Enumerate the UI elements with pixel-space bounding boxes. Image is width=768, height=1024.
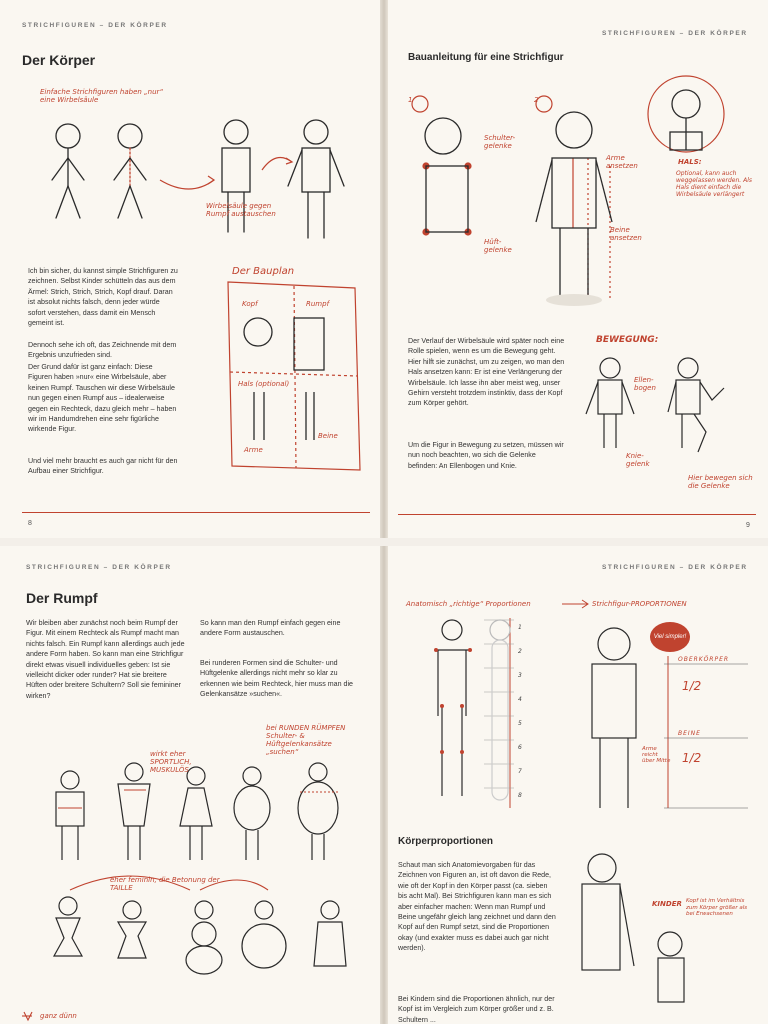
step-1-label: 1 (408, 96, 413, 104)
note-gelenke: Hier bewegen sich die Gelenke (688, 474, 753, 490)
illustration-rumpf-shapes (0, 546, 380, 1024)
footer-rule (398, 514, 756, 515)
note-anatomie: Anatomisch „richtige“ Proportionen (406, 600, 531, 608)
note-strichfigur-proportionen: Strichfigur-PROPORTIONEN (592, 600, 687, 608)
paragraph-2: Dennoch sehe ich oft, das Zeichnende mit dem Ergebnis unzufrieden sind. (28, 341, 177, 360)
page-title: Bauanleitung für eine Strichfigur (408, 52, 564, 63)
ruler-number: 5 (518, 720, 522, 727)
running-head: STRICHFIGUREN – DER KÖRPER (26, 564, 172, 571)
ruler-number: 3 (518, 672, 522, 679)
paragraph-1: Ich bin sicher, du kannst simple Strichfiguren zu zeichnen. Selbst Kinder schütteln das aus dem Ärmel: Strich, Strich, Strich, Kopf drauf. Daran ist absolut nichts falsch, denn jeder würde sofort verstehen, dass damit ein Mensch gemeint ist. (28, 267, 178, 328)
bewegung-title: BEWEGUNG: (596, 335, 659, 345)
note-sportlich: wirkt eher SPORTLICH, MUSKULÖS (150, 750, 192, 774)
footer-note: ganz dünn (40, 1012, 77, 1020)
note-hueftgelenke: Hüft-gelenke (484, 238, 512, 254)
ruler-number: 8 (518, 792, 522, 799)
note-ellenbogen: Ellen-bogen (634, 376, 656, 392)
column-2b: Bei runderen Formen sind die Schulter- und Hüftgelenke allerdings nicht mehr so klar zu erkennen wie beim Rechteck, hier muss man die Gelenkansätze »suchen«. (200, 659, 353, 699)
page-der-koerper (0, 0, 380, 538)
running-head: STRICHFIGUREN – DER KÖRPER (602, 564, 748, 571)
note-hals: Optional, kann auch weggelassen werden. Als Hals dient einfach die Wirbelsäule verlängert (676, 170, 752, 198)
note-arme-mitte: Arme reicht über Mitte (642, 746, 671, 764)
ruler-number: 4 (518, 696, 522, 703)
bauplan-hals: Hals (optional) (238, 380, 290, 388)
book-gutter-bottom (380, 546, 388, 1024)
paragraph-1: Schaut man sich Anatomievorgaben für das Zeichnen von Figuren an, ist oft davon die Rede, wie oft der Kopf in den Körper passt (ca. sieben bis acht Mal). Bei Strichfiguren kann man es sich aber einfacher machen: Wenn man Rumpf und Beine ungefähr gleich lang zeichnet und dann den Kopf auf den Rumpf setzt, sind die Proportionen okay (und exakter muss es dabei auch gar nicht werden). (398, 861, 556, 953)
section-title: Körperproportionen (398, 836, 493, 847)
note-wirbelsaeule: Einfache Strichfiguren haben „nur“ eine Wirbelsäule (40, 88, 164, 104)
step-2-label: 2 (534, 96, 539, 104)
ruler-number: 1 (518, 624, 522, 631)
ruler-number: 7 (518, 768, 522, 775)
page-number: 8 (28, 520, 32, 527)
running-head: STRICHFIGUREN – DER KÖRPER (22, 22, 168, 29)
kinder-note: Kopf ist im Verhältnis zum Körper größer als bei Erwachsenen (686, 898, 748, 917)
page-proportionen (388, 546, 768, 1024)
paragraph-3: Der Grund dafür ist ganz einfach: Diese Figuren haben »nur« eine Wirbelsäule, aber keinen Rumpf. Tauschen wir diese Wirbelsäule nun gegen einen Rumpf aus – idealerweise gegen ein Rechteck, dazu gleich mehr – haben wir im Handumdrehen eine sehr figürliche wirkende Figur. (28, 363, 177, 434)
note-tauschen: Wirbelsäule gegen Rumpf austauschen (206, 202, 276, 218)
label-beine: BEINE (678, 730, 701, 737)
bubble-simpler: Viel simpler! (650, 622, 690, 652)
bauplan-beine: Beine (318, 432, 338, 440)
kinder-title: KINDER (652, 900, 682, 908)
ruler-number: 2 (518, 648, 522, 655)
column-2a: So kann man den Rumpf einfach gegen eine andere Form austauschen. (200, 619, 341, 638)
note-schultergelenke: Schulter-gelenke (484, 134, 516, 150)
note-beine-ansetzen: Beine ansetzen (610, 226, 642, 242)
bauplan-title: Der Bauplan (232, 266, 295, 277)
paragraph-1: Der Verlauf der Wirbelsäule wird später noch eine Rolle spielen, wenn es um die Bewegung geht. Hier hilft sie zunächst, um zu zeigen, wo man den Hals ansetzen kann: Er ist eine Verlängerung der Wirbelsäule. Ich lasse ihn aber meist weg, unser Gehirn versteht trotzdem instinktiv, dass der Kopf zum Körper gehört. (408, 337, 565, 408)
label-oberkoerper: OBERKÖRPER (678, 656, 730, 663)
column-1: Wir bleiben aber zunächst noch beim Rumpf der Figur. Mit einem Rechteck als Rumpf macht man nichts falsch. Ein Rumpf kann allerdings auch jede andere Form haben. So kann man eine Strichfigur direkt etwas visuell individuelles geben: Ist sie vielleicht dicker oder runder? Hat sie breitere Hüften oder breitere Schultern? Soll sie femininer wirken? (26, 619, 185, 700)
book-gutter-top (380, 0, 388, 538)
bauplan-kopf: Kopf (242, 300, 258, 308)
paragraph-4: Und viel mehr braucht es auch gar nicht für den Aufbau einer Strichfigur. (28, 457, 178, 476)
bauplan-arme: Arme (244, 446, 263, 454)
note-arme-ansetzen: Arme ansetzen (606, 154, 638, 170)
fraction-beine: 1/2 (682, 751, 702, 765)
paragraph-2: Um die Figur in Bewegung zu setzen, müssen wir nun noch beachten, wo sich die Gelenke befinden: An Ellenbogen und Knie. (408, 441, 564, 470)
ruler-number: 6 (518, 744, 522, 751)
note-hals-title: HALS: (678, 158, 702, 166)
note-runde-ruempfe: bei RUNDEN RÜMPFEN Schulter- & Hüftgelenkansätze „suchen“ (266, 724, 346, 756)
page-title: Der Körper (22, 52, 96, 68)
note-kniegelenk: Knie-gelenk (626, 452, 650, 468)
page-number: 9 (746, 522, 750, 529)
note-feminin: eher feminin, die Betonung der TAILLE (110, 876, 220, 892)
page-bauanleitung (388, 0, 768, 538)
fraction-oberkoerper: 1/2 (682, 679, 702, 693)
page-der-rumpf (0, 546, 380, 1024)
bauplan-rumpf: Rumpf (306, 300, 330, 308)
paragraph-2: Bei Kindern sind die Proportionen ähnlich, nur der Kopf ist im Vergleich zum Körper größer und z. B. Schultern ... (398, 995, 555, 1024)
footer-rule (22, 512, 370, 513)
running-head: STRICHFIGUREN – DER KÖRPER (602, 30, 748, 37)
page-title: Der Rumpf (26, 590, 98, 606)
